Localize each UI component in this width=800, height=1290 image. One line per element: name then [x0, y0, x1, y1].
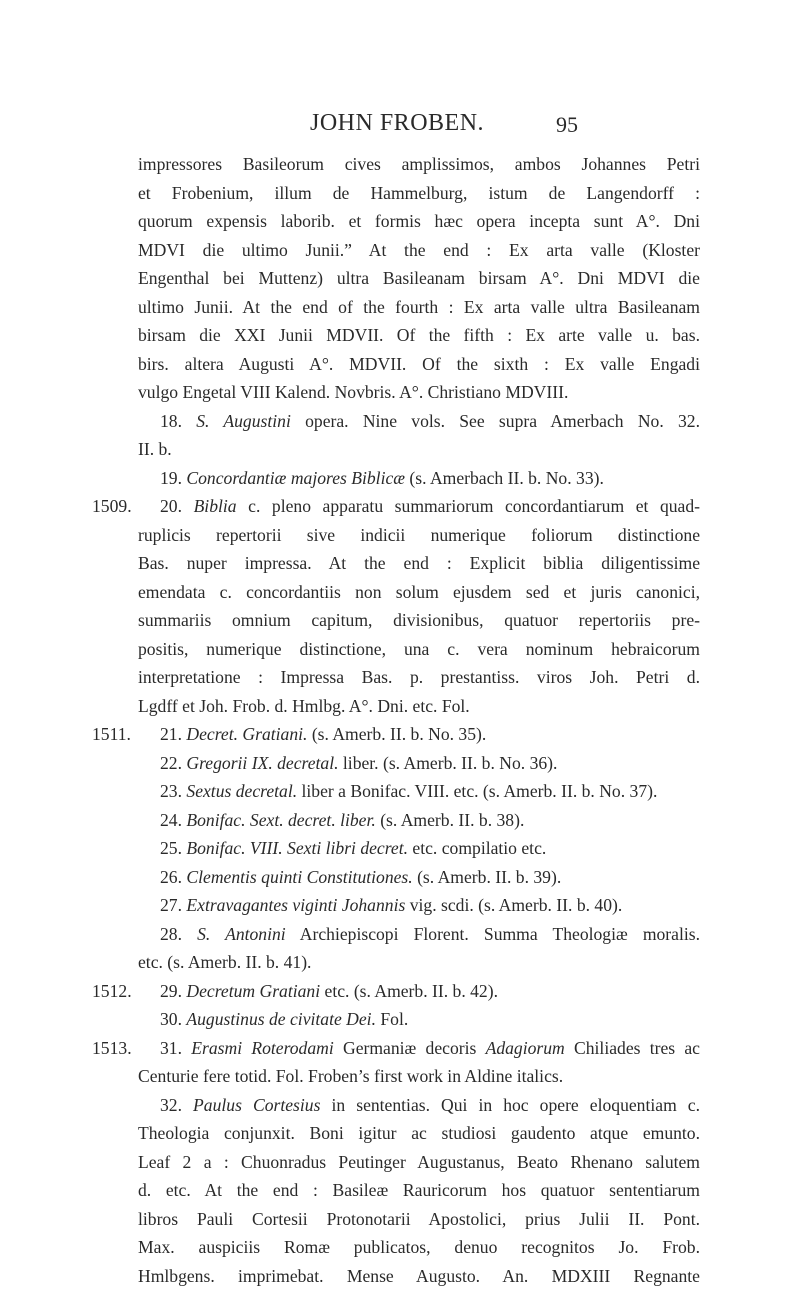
text-line — [0, 948, 800, 977]
text-segment: Chiliades tres ac — [565, 1038, 700, 1058]
text-line — [0, 264, 800, 293]
line-text — [160, 464, 604, 493]
italic-title: Sextus decretal. — [186, 781, 297, 801]
text-segment: 20. — [160, 496, 194, 516]
line-text — [138, 207, 700, 236]
text-segment: 30. — [160, 1009, 186, 1029]
text-segment: 31. — [160, 1038, 191, 1058]
text-segment: d. etc. At the end : Basileæ Rauricorum hos quatuor sententiarum — [138, 1180, 700, 1200]
text-line — [0, 777, 800, 806]
text-line — [0, 549, 800, 578]
text-segment: 19. — [160, 468, 186, 488]
margin-year: 1509. — [92, 492, 132, 521]
text-segment: impressores Basileorum cives amplissimos, ambos Johannes Petri — [138, 154, 700, 174]
italic-title: Concordantiæ majores Biblicæ — [186, 468, 405, 488]
line-text — [138, 1062, 563, 1091]
line-text — [138, 578, 700, 607]
text-segment: Lgdff et Joh. Frob. d. Hmlbg. A°. Dni. etc. Fol. — [138, 696, 470, 716]
line-text — [138, 663, 700, 692]
text-line — [0, 863, 800, 892]
text-line — [0, 1119, 800, 1148]
margin-year: 1512. — [92, 977, 132, 1006]
line-text — [138, 606, 700, 635]
text-segment: Germaniæ decoris — [334, 1038, 486, 1058]
text-segment: (s. Amerb. II. b. 38). — [376, 810, 525, 830]
text-segment: etc. compilatio etc. — [408, 838, 546, 858]
text-line — [0, 606, 800, 635]
line-text — [138, 521, 700, 550]
text-segment: Centurie fere totid. Fol. Froben’s first work in Aldine italics. — [138, 1066, 563, 1086]
italic-title: Bonifac. VIII. Sexti libri decret. — [186, 838, 408, 858]
text-segment: etc. (s. Amerb. II. b. 42). — [320, 981, 498, 1001]
line-text — [160, 920, 700, 949]
text-segment: birs. altera Augusti A°. MDVII. Of the sixth : Ex valle Engadi — [138, 354, 700, 374]
italic-title: Extravagantes viginti Johannis — [186, 895, 405, 915]
text-segment: 22. — [160, 753, 186, 773]
text-line — [0, 977, 800, 1006]
text-segment: quorum expensis laborib. et formis hæc opera incepta sunt A°. Dni — [138, 211, 700, 231]
text-line — [0, 521, 800, 550]
margin-year: 1513. — [92, 1034, 132, 1063]
text-line — [0, 378, 800, 407]
text-segment: vig. scdi. (s. Amerb. II. b. 40). — [405, 895, 622, 915]
text-line — [0, 350, 800, 379]
text-segment: positis, numerique distinctione, una c. vera nominum hebraicorum — [138, 639, 700, 659]
line-text — [160, 492, 700, 521]
text-segment: (s. Amerb. II. b. No. 35). — [307, 724, 486, 744]
italic-title: Adagiorum — [486, 1038, 565, 1058]
text-line — [0, 435, 800, 464]
text-segment: Fol. — [376, 1009, 408, 1029]
italic-title: Gregorii IX. decretal. — [186, 753, 338, 773]
text-line — [0, 663, 800, 692]
text-line — [0, 806, 800, 835]
text-segment: Engenthal bei Muttenz) ultra Basileanam birsam A°. Dni MDVI die — [138, 268, 700, 288]
line-text — [138, 1233, 700, 1262]
text-segment: summariis omnium capitum, divisionibus, quatuor repertoriis pre- — [138, 610, 700, 630]
text-line — [0, 635, 800, 664]
text-line — [0, 1233, 800, 1262]
line-text — [138, 1262, 700, 1290]
italic-title: Paulus Cortesius — [193, 1095, 320, 1115]
line-text — [138, 150, 700, 179]
line-text — [138, 264, 700, 293]
line-text — [160, 1005, 408, 1034]
line-text — [138, 236, 700, 265]
text-line — [0, 1148, 800, 1177]
line-text — [160, 1091, 700, 1120]
text-line — [0, 720, 800, 749]
text-line — [0, 749, 800, 778]
text-segment: in sententias. Qui in hoc opere eloquentiam c. — [320, 1095, 700, 1115]
text-line — [0, 150, 800, 179]
italic-title: S. Antonini — [197, 924, 286, 944]
text-segment: MDVI die ultimo Junii.” At the end : Ex arta valle (Kloster — [138, 240, 700, 260]
text-line — [0, 920, 800, 949]
line-text — [138, 549, 700, 578]
line-text — [138, 179, 700, 208]
italic-title: Bonifac. Sext. decret. liber. — [186, 810, 375, 830]
text-line — [0, 1262, 800, 1290]
italic-title: Clementis quinti Constitutiones. — [186, 867, 412, 887]
text-segment: birsam die XXI Junii MDVII. Of the fifth : Ex arte valle u. bas. — [138, 325, 700, 345]
italic-title: Decret. Gratiani. — [186, 724, 307, 744]
text-line — [0, 321, 800, 350]
text-segment: Hmlbgens. imprimebat. Mense Augusto. An. MDXIII Regnante — [138, 1266, 700, 1286]
page-header — [0, 110, 800, 140]
italic-title: Biblia — [194, 496, 237, 516]
text-segment: Theologia conjunxit. Boni igitur ac studiosi gaudento atque emunto. — [138, 1123, 700, 1143]
line-text — [138, 692, 470, 721]
line-text — [160, 863, 561, 892]
text-segment: Archiepiscopi Florent. Summa Theologiæ moralis. — [286, 924, 700, 944]
text-segment: 28. — [160, 924, 197, 944]
text-segment: opera. Nine vols. See supra Amerbach No. 32. — [291, 411, 700, 431]
text-line — [0, 179, 800, 208]
text-segment: 27. — [160, 895, 186, 915]
line-text — [138, 948, 311, 977]
body-text — [0, 150, 800, 1290]
text-line — [0, 1034, 800, 1063]
text-line — [0, 1005, 800, 1034]
line-text — [138, 435, 172, 464]
text-segment: 23. — [160, 781, 186, 801]
text-segment: 18. — [160, 411, 196, 431]
line-text — [138, 378, 568, 407]
text-line — [0, 834, 800, 863]
line-text — [138, 1148, 700, 1177]
text-segment: Max. auspiciis Romæ publicatos, denuo recognitos Jo. Frob. — [138, 1237, 700, 1257]
text-line — [0, 578, 800, 607]
line-text — [160, 891, 622, 920]
italic-title: Decretum Gratiani — [186, 981, 320, 1001]
line-text — [138, 350, 700, 379]
text-line — [0, 1176, 800, 1205]
text-segment: c. pleno apparatu summariorum concordantiarum et quad- — [237, 496, 700, 516]
text-segment: Leaf 2 a : Chuonradus Peutinger Augustanus, Beato Rhenano salutem — [138, 1152, 700, 1172]
line-text — [138, 635, 700, 664]
line-text — [160, 749, 557, 778]
text-line — [0, 1062, 800, 1091]
italic-title: Erasmi Roterodami — [191, 1038, 334, 1058]
text-line — [0, 1205, 800, 1234]
line-text — [138, 1205, 700, 1234]
margin-year: 1511. — [92, 720, 131, 749]
text-segment: libros Pauli Cortesii Protonotarii Apostolici, prius Julii II. Pont. — [138, 1209, 700, 1229]
text-segment: (s. Amerbach II. b. No. 33). — [405, 468, 604, 488]
line-text — [160, 407, 700, 436]
text-line — [0, 464, 800, 493]
text-line — [0, 891, 800, 920]
text-segment: ruplicis repertorii sive indicii numerique foliorum distinctione — [138, 525, 700, 545]
line-text — [160, 777, 657, 806]
italic-title: Augustinus de civitate Dei. — [186, 1009, 376, 1029]
text-segment: 26. — [160, 867, 186, 887]
text-segment: et Frobenium, illum de Hammelburg, istum de Langendorff : — [138, 183, 700, 203]
text-line — [0, 407, 800, 436]
text-segment: emendata c. concordantiis non solum ejusdem sed et juris canonici, — [138, 582, 700, 602]
text-segment: 21. — [160, 724, 186, 744]
text-segment: 32. — [160, 1095, 193, 1115]
text-segment: 29. — [160, 981, 186, 1001]
line-text — [160, 834, 546, 863]
line-text — [160, 1034, 700, 1063]
running-title: JOHN FROBEN. — [310, 110, 484, 137]
italic-title: S. Augustini — [196, 411, 291, 431]
text-segment: ultimo Junii. At the end of the fourth : Ex arta valle ultra Basileanam — [138, 297, 700, 317]
line-text — [138, 1176, 700, 1205]
text-segment: interpretatione : Impressa Bas. p. prestantiss. viros Joh. Petri d. — [138, 667, 700, 687]
text-line — [0, 207, 800, 236]
line-text — [160, 977, 498, 1006]
line-text — [160, 806, 524, 835]
line-text — [160, 720, 486, 749]
line-text — [138, 1119, 700, 1148]
text-segment: Bas. nuper impressa. At the end : Explicit biblia diligentissime — [138, 553, 700, 573]
text-segment: vulgo Engetal VIII Kalend. Novbris. A°. Christiano MDVIII. — [138, 382, 568, 402]
line-text — [138, 293, 700, 322]
text-segment: (s. Amerb. II. b. 39). — [413, 867, 562, 887]
text-segment: liber a Bonifac. VIII. etc. (s. Amerb. II. b. No. 37). — [297, 781, 657, 801]
line-text — [138, 321, 700, 350]
text-segment: etc. (s. Amerb. II. b. 41). — [138, 952, 311, 972]
text-segment: II. b. — [138, 439, 172, 459]
text-segment: liber. (s. Amerb. II. b. No. 36). — [339, 753, 558, 773]
text-segment: 24. — [160, 810, 186, 830]
text-line — [0, 692, 800, 721]
page-number: 95 — [556, 112, 578, 138]
text-line — [0, 293, 800, 322]
text-line — [0, 1091, 800, 1120]
text-line — [0, 492, 800, 521]
text-segment: 25. — [160, 838, 186, 858]
text-line — [0, 236, 800, 265]
